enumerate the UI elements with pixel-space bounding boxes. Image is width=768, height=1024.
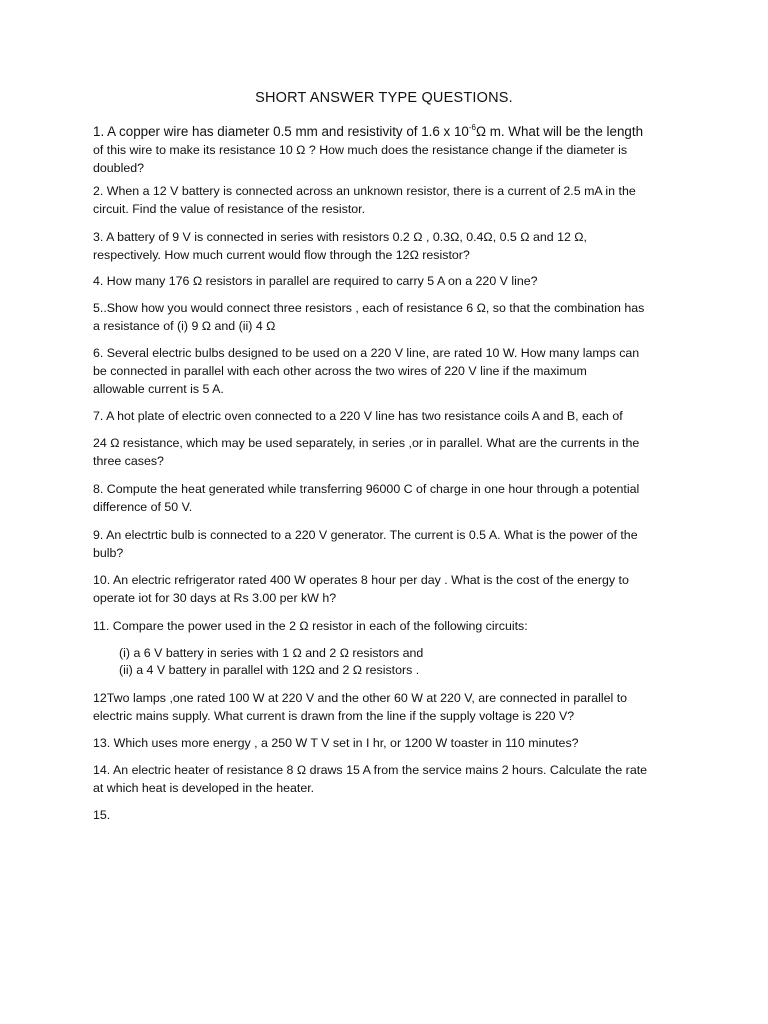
question-line: 14. An electric heater of resistance 8 Ω draws 15 A from the service mains 2 hours. Calculate the rate [93,763,648,777]
sub-item-i: (i) a 6 V battery in series with 1 Ω and 2 Ω resistors and [119,646,424,660]
question-line: be connected in parallel with each other across the two wires of 220 V line if the maximum [93,364,587,378]
question-14 [93,761,683,797]
question-line: doubled? [93,161,144,175]
question-line: 12Two lamps ,one rated 100 W at 220 V and the other 60 W at 220 V, are connected in parallel to [93,691,628,705]
question-3 [93,228,683,264]
question-line: 4. How many 176 Ω resistors in parallel are required to carry 5 A on a 220 V line? [93,274,538,288]
question-15 [93,806,683,824]
question-line: 7. A hot plate of electric oven connected to a 220 V line has two resistance coils A and B, each of [93,409,623,423]
question-line: 9. An electrtic bulb is connected to a 220 V generator. The current is 0.5 A. What is the power of the [93,528,638,542]
question-line: bulb? [93,546,124,560]
question-line: 15. [93,808,111,822]
question-9 [93,526,683,562]
question-line: electric mains supply. What current is drawn from the line if the supply voltage is 220 V? [93,709,575,723]
question-line: of this wire to make its resistance 10 Ω ? How much does the resistance change if the diameter is [93,143,628,157]
question-line: circuit. Find the value of resistance of the resistor. [93,202,366,216]
question-line: allowable current is 5 A. [93,382,224,396]
question-line: 5..Show how you would connect three resistors , each of resistance 6 Ω, so that the combination has [93,301,645,315]
question-line: 8. Compute the heat generated while transferring 96000 C of charge in one hour through a potential [93,482,640,496]
question-1-text-post: Ω m. What will be the length [475,124,644,139]
question-line: 3. A battery of 9 V is connected in series with resistors 0.2 Ω , 0.3Ω, 0.4Ω, 0.5 Ω and 12 Ω, [93,230,588,244]
question-line: 6. Several electric bulbs designed to be used on a 220 V line, are rated 10 W. How many lamps can [93,346,640,360]
question-12 [93,689,683,725]
question-2 [93,182,683,218]
question-5 [93,299,683,335]
question-line: respectively. How much current would flow through the 12Ω resistor? [93,248,470,262]
question-line: three cases? [93,454,164,468]
question-line: 2. When a 12 V battery is connected across an unknown resistor, there is a current of 2.5 mA in the [93,184,636,198]
question-4 [93,272,683,290]
question-11 [93,617,683,635]
question-line: 10. An electric refrigerator rated 400 W operates 8 hour per day . What is the cost of the energy to [93,573,629,587]
sub-item-ii: (ii) a 4 V battery in parallel with 12Ω and 2 Ω resistors . [119,663,420,677]
question-line: difference of 50 V. [93,500,193,514]
question-8 [93,480,683,516]
question-1-text-pre: 1. A copper wire has diameter 0.5 mm and resistivity of 1.6 x 10 [93,124,469,139]
question-7 [93,407,683,425]
question-1-line-1 [93,119,683,141]
question-line: at which heat is developed in the heater. [93,781,315,795]
question-line: 13. Which uses more energy , a 250 W T V set in I hr, or 1200 W toaster in 110 minutes? [93,736,579,750]
question-1 [93,119,683,177]
question-7-continued [93,434,683,470]
question-line: 11. Compare the power used in the 2 Ω resistor in each of the following circuits: [93,619,528,633]
question-line: 24 Ω resistance, which may be used separately, in series ,or in parallel. What are the currents in the [93,436,640,450]
question-6 [93,344,683,398]
question-line: a resistance of (i) 9 Ω and (ii) 4 Ω [93,319,276,333]
question-line: operate iot for 30 days at Rs 3.00 per kW h? [93,591,337,605]
question-10 [93,571,683,607]
exponent: -6 [468,123,476,132]
page-title: SHORT ANSWER TYPE QUESTIONS. [255,90,513,106]
question-13 [93,734,683,752]
